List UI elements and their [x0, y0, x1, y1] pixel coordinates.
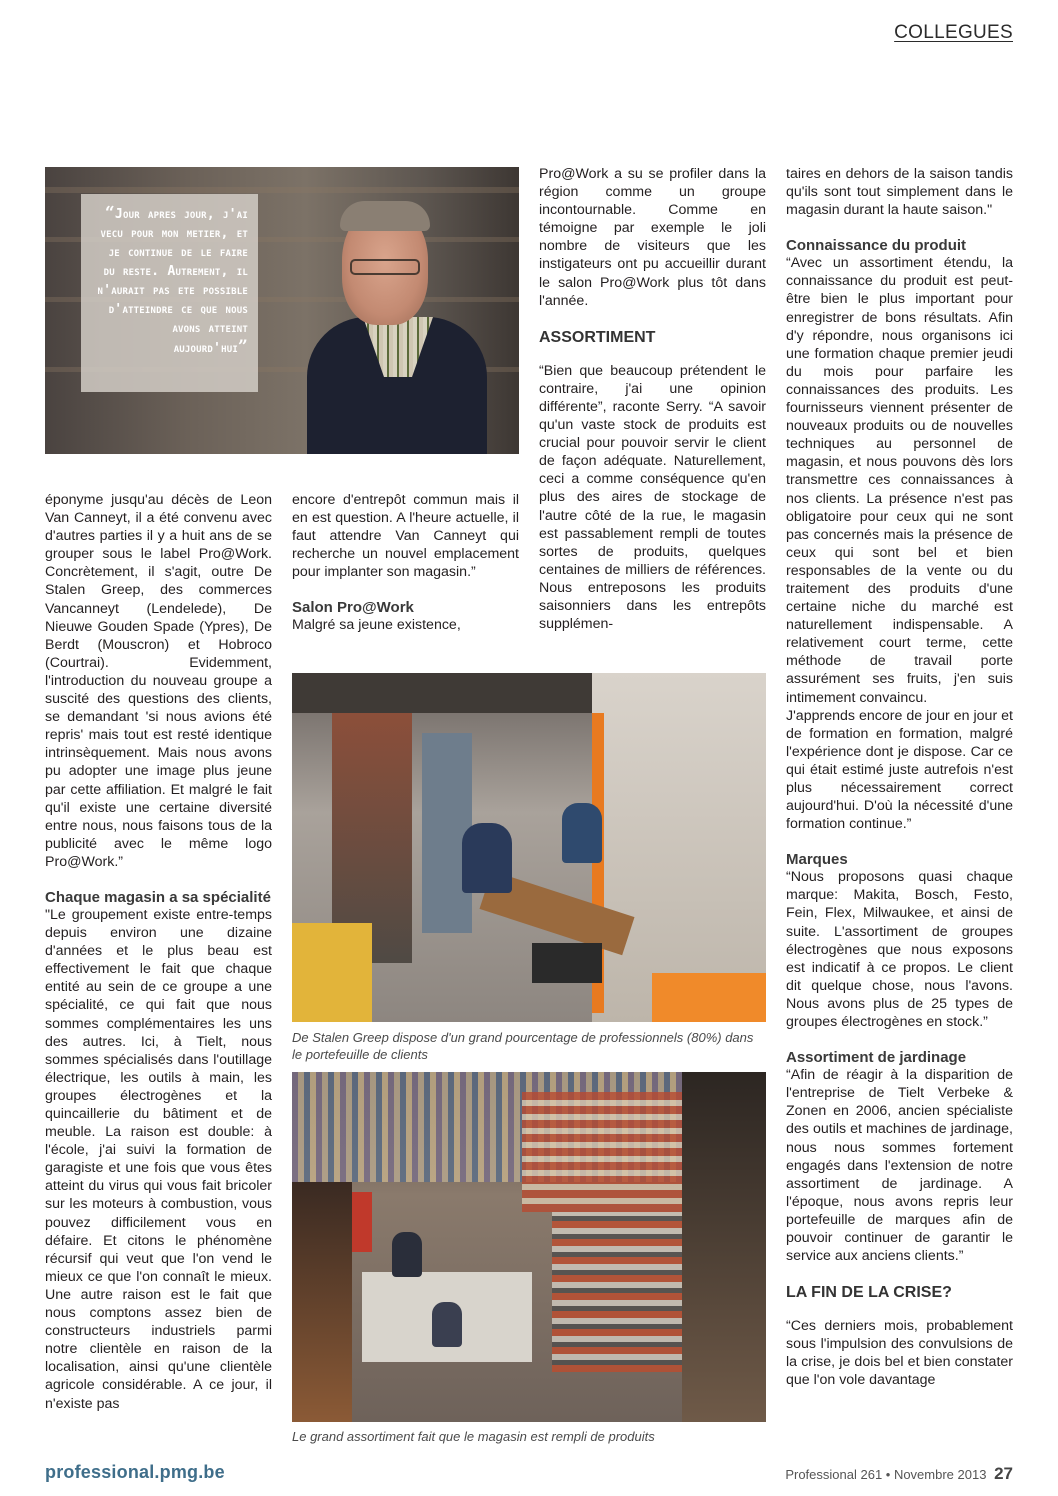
col4-heading-1: Connaissance du produit: [786, 237, 967, 255]
caption-photo-2: Le grand assortiment fait que le magasin est rempli de produits: [292, 1429, 655, 1444]
col3-heading: ASSORTIMENT: [539, 328, 656, 346]
col2-heading: Salon Pro@Work: [292, 599, 414, 617]
caption-photo-1: De Stalen Greep dispose d'un grand pourcentage de professionnels (80%) dans le portefeuille de clients: [292, 1030, 754, 1062]
section-label: COLLEGUES: [894, 22, 1013, 43]
column-4: [786, 165, 1013, 1390]
col4-paragraph-4: “Nous proposons quasi chaque marque: Makita, Bosch, Festo, Fein, Flex, Milwaukee, et ainsi de suite. L'assortiment de groupes électrogènes que nous exposons est indicatif à ce propos. Le client dit quelque chose, nous l'avons. Nous avons plus de 25 types de groupes électrogènes en stock.”: [786, 869, 1013, 1031]
quote-open-mark: “: [104, 203, 115, 223]
page-number: 27: [994, 1464, 1013, 1483]
col4-heading-3: Assortiment de jardinage: [786, 1049, 967, 1067]
col4-paragraph-3: J'apprends encore de jour en jour et de formation en formation, malgré l'expérience dont je dispose. Car ce qui était estimé juste autrefois n'est plus nécessairement correct aujourd'hui. D'où la nécessité d'une formation continue.”: [786, 707, 1013, 833]
col3-paragraph-1: Pro@Work a su se profiler dans la région comme un groupe incontournable. Comme en témoigne par exemple le joli nombre de visiteurs que les instigateurs ont pu accueillir durant le salon Pro@Work plus tôt dans l'année.: [539, 166, 766, 309]
col2-paragraph-1: encore d'entrepôt commun mais il en est question. A l'heure actuelle, il faut attendre Van Canneyt qui recherche un nouvel emplacement pour implanter son magasin.”: [292, 492, 519, 581]
quote-close-mark: ”: [238, 337, 248, 357]
col4-heading-4: LA FIN DE LA CRISE?: [786, 1284, 952, 1302]
col4-paragraph-6: “Ces derniers mois, probablement sous l'impulsion des convulsions de la crise, je dois bel et bien constater que l'on vole davantage: [786, 1318, 1013, 1389]
pull-quote-text: Jour apres jour, j'ai vecu pour mon metier, et je continue de le faire du reste. Autrement, il n'aurait pas ete possible d'atteindre ce que nous avons atteint aujourd'hui: [97, 207, 248, 356]
footer-issue: [785, 1464, 1013, 1484]
col1-paragraph-1: éponyme jusqu'au décès de Leon Van Canneyt, il a été convenu avec d'autres parties il y a huit ans de se grouper sous le label Pro@Work. Concrètement, il s'agit, outre De Stalen Greep, des commerces Vancanneyt (Lendelede), De Nieuwe Gouden Spade (Ypres), De Berdt (Mouscron) et Hobroco (Courtrai). Evidemment, l'introduction du nouveau groupe a suscité des questions des clients, se demandant 'si nous avions été repris' mais tout est resté identique intrinsèquement. Mais nous avons pu adopter une image plus jeune par cette affiliation. Et malgré le fait qu'il existe une certaine diversité entre nous, nous faisons tous de la publicité avec le même logo Pro@Work.”: [45, 492, 272, 870]
column-2: [292, 491, 519, 635]
store-photo-assortment: [292, 1072, 766, 1422]
col2-paragraph-2: Malgré sa jeune existence,: [292, 617, 461, 634]
footer-url[interactable]: professional.pmg.be: [45, 1462, 225, 1482]
store-photo-counter: [292, 673, 766, 1022]
col3-paragraph-2: “Bien que beaucoup prétendent le contraire, j'ai une opinion différente”, raconte Serry. “A savoir qu'un vaste stock de produits est crucial pour pouvoir servir le client de façon adéquate. Naturellement, ceci a comme conséquence qu'en plus des aires de stockage de l'autre côté de la rue, le magasin est passablement rempli de toutes sortes de produits, quelques centaines de milliers de références. Nous entreposons les produits saisonniers dans les entrepôts supplémen-: [539, 362, 766, 633]
col1-paragraph-2: "Le groupement existe entre-temps depuis environ une dizaine d'années et le plus beau est effectivement le fait que chaque entité au sein de ce groupe a une spécialité, ce qui fait que nous sommes complémentaires les uns des autres. Ici, à Tielt, nous sommes spécialisés dans l'outillage électrique, les outils à main, les groupes électrogènes et la quincaillerie du bâtiment et de meuble. La raison est double: à l'école, j'ai suivi la formation de garagiste et une fois que vous êtes atteint du virus qui vous fait bricoler sur les moteurs à combustion, vous pouvez difficilement vous en défaire. Et citons le phénomène récursif qui veut que l'on vend le mieux ce que l'on connaît le mieux. Une autre raison est le fait que nous comptons assez bien de constructeurs industriels parmi notre clientèle en raison de la localisation, ainsi qu'une clientèle agricole considérable. A ce jour, il n'existe pas: [45, 906, 272, 1412]
col4-paragraph-2: “Avec un assortiment étendu, la connaissance du produit est peut-être bien le plus important pour enregistrer de bons résultats. Afin d'y répondre, nous organisons ici une formation chaque premier jeudi du mois pour parfaire les connaissances des produits. Les fournisseurs viennent présenter de nouveaux produits ou de nouvelles techniques au personnel de magasin, et nous pouvons dès lors transmettre ces connaissances à nos clients. La présence n'est pas obligatoire pour ceux qui ne sont pas concernés mais la présence de ceux qui sont bel et bien responsables de la vente ou du traitement des produits d'une certaine niche du marché est naturellement indispensable. A relativement court terme, cette méthode de travail porte assurément ses fruits, j'en suis intimement convaincu.: [786, 255, 1013, 706]
col4-paragraph-1: taires en dehors de la saison tandis qu'ils sont tout simplement dans le magasin durant la haute saison.": [786, 166, 1013, 219]
issue-info: Professional 261 • Novembre 2013: [785, 1467, 987, 1482]
col4-paragraph-5: “Afin de réagir à la disparition de l'entreprise de Tielt Verbeke & Zonen en 2006, ancien spécialiste des outils et machines de jardinage, nous nous sommes fortement engagés dans l'extension de notre assortiment de jardinage. A l'époque, nous avons repris leur portefeuille de marques afin de pouvoir continuer de garantir le service aux anciens clients.”: [786, 1067, 1013, 1265]
col1-heading: Chaque magasin a sa spécialité: [45, 888, 271, 906]
column-1: [45, 491, 272, 1413]
column-3: [539, 165, 766, 633]
col4-heading-2: Marques: [786, 851, 848, 869]
pull-quote: [81, 194, 258, 392]
